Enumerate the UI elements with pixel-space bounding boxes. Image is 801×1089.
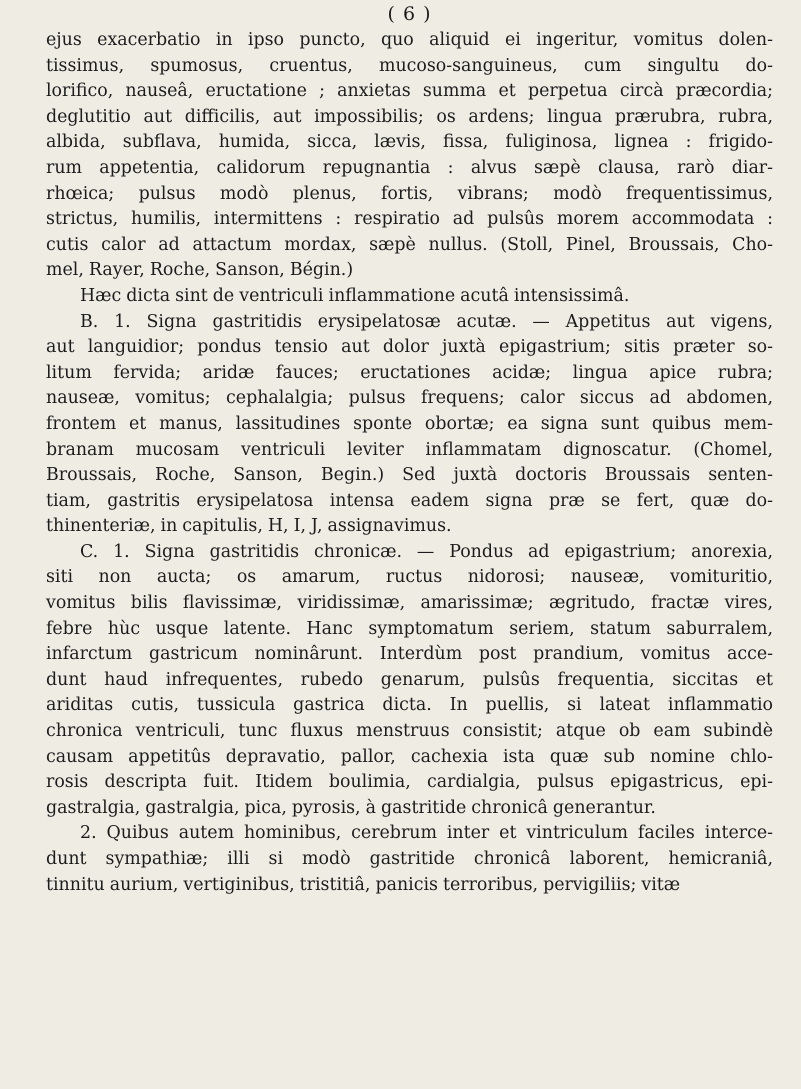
text-line: rosis descripta fuit. Itidem boulimia, cardialgia, pulsus epigastricus, epi-	[46, 772, 773, 793]
text-line: C. 1. Signa gastritidis chronicæ. — Pondus ad epigastrium; anorexia,	[80, 541, 773, 562]
text-line: febre hùc usque latente. Hanc symptomatum seriem, statum saburralem,	[46, 618, 773, 639]
text-line: strictus, humilis, intermittens : respiratio ad pulsûs morem accommodata :	[46, 209, 773, 230]
text-line: tiam, gastritis erysipelatosa intensa eadem signa præ se fert, quæ do-	[46, 490, 773, 511]
text-line: ejus exacerbatio in ipso puncto, quo aliquid ei ingeritur, vomitus dolen-	[46, 30, 773, 50]
text-line: gastralgia, gastralgia, pica, pyrosis, à gastritide chronicâ generantur.	[46, 797, 656, 818]
text-line: cutis calor ad attactum mordax, sæpè nullus. (Stoll, Pinel, Broussais, Cho-	[46, 234, 773, 255]
text-line: causam appetitûs depravatio, pallor, cachexia ista quæ sub nomine chlo-	[46, 746, 773, 767]
text-line: thinenteriæ, in capitulis, H, I, J, assignavimus.	[46, 516, 452, 537]
text-line: nauseæ, vomitus; cephalalgia; pulsus frequens; calor siccus ad abdomen,	[46, 388, 773, 409]
text-line: lorifico, nauseâ, eructatione ; anxietas summa et perpetua circà præcordia;	[46, 81, 773, 102]
text-line: dunt sympathiæ; illi si modò gastritide chronicâ laborent, hemicraniâ,	[46, 849, 773, 869]
text-line: ariditas cutis, tussicula gastrica dicta. In puellis, si lateat inflammatio	[46, 695, 773, 716]
text-line: rhœica; pulsus modò plenus, fortis, vibrans; modò frequentissimus,	[46, 183, 773, 204]
paragraph-p3	[46, 310, 773, 540]
text-line: branam mucosam ventriculi leviter inflammatam dignoscatur. (Chomel,	[46, 439, 773, 460]
paragraph-p1	[46, 28, 773, 284]
text-line: vomitus bilis flavissimæ, viridissimæ, amarissimæ; ægritudo, fractæ vires,	[46, 593, 773, 614]
text-line: siti non aucta; os amarum, ructus nidorosi; nauseæ, vomituritio,	[46, 567, 773, 588]
paragraph-p5	[46, 821, 773, 898]
text-line: Hæc dicta sint de ventriculi inflammatione acutâ intensissimâ.	[80, 285, 630, 306]
text-line: B. 1. Signa gastritidis erysipelatosæ acutæ. — Appetitus aut vigens,	[80, 311, 773, 332]
text-line: deglutitio aut difficilis, aut impossibilis; os ardens; lingua prærubra, rubra,	[46, 106, 773, 127]
text-line: tissimus, spumosus, cruentus, mucoso-sanguineus, cum singultu do-	[46, 55, 773, 76]
text-line: infarctum gastricum nominârunt. Interdùm post prandium, vomitus acce-	[46, 644, 773, 665]
body-text	[46, 28, 773, 898]
paragraph-p2	[46, 284, 773, 310]
text-line: rum appetentia, calidorum repugnantia : alvus sæpè clausa, rarò diar-	[46, 157, 773, 178]
page-number: ( 6 )	[387, 3, 432, 25]
text-line: albida, subflava, humida, sicca, lævis, fissa, fuliginosa, lignea : frigido-	[46, 132, 773, 153]
text-line: litum fervida; aridæ fauces; eructationes acidæ; lingua apice rubra;	[46, 362, 773, 383]
text-line: chronica ventriculi, tunc fluxus menstruus consistit; atque ob eam subindè	[46, 721, 773, 742]
text-line: dunt haud infrequentes, rubedo genarum, pulsûs frequentia, siccitas et	[46, 669, 773, 690]
text-line: frontem et manus, lassitudines sponte obortæ; ea signa sunt quibus mem-	[46, 413, 773, 434]
text-line: mel, Rayer, Roche, Sanson, Bégin.)	[46, 260, 354, 281]
paragraph-p4	[46, 540, 773, 822]
text-line: 2. Quibus autem hominibus, cerebrum inter et vintriculum faciles interce-	[80, 823, 773, 844]
text-line: Broussais, Roche, Sanson, Begin.) Sed juxtà doctoris Broussais senten-	[46, 465, 773, 486]
text-line: tinnitu aurium, vertiginibus, tristitiâ, panicis terroribus, pervigiliis; vitæ	[46, 874, 681, 895]
text-line: aut languidior; pondus tensio aut dolor juxtà epigastrium; sitis præter so-	[46, 337, 773, 358]
